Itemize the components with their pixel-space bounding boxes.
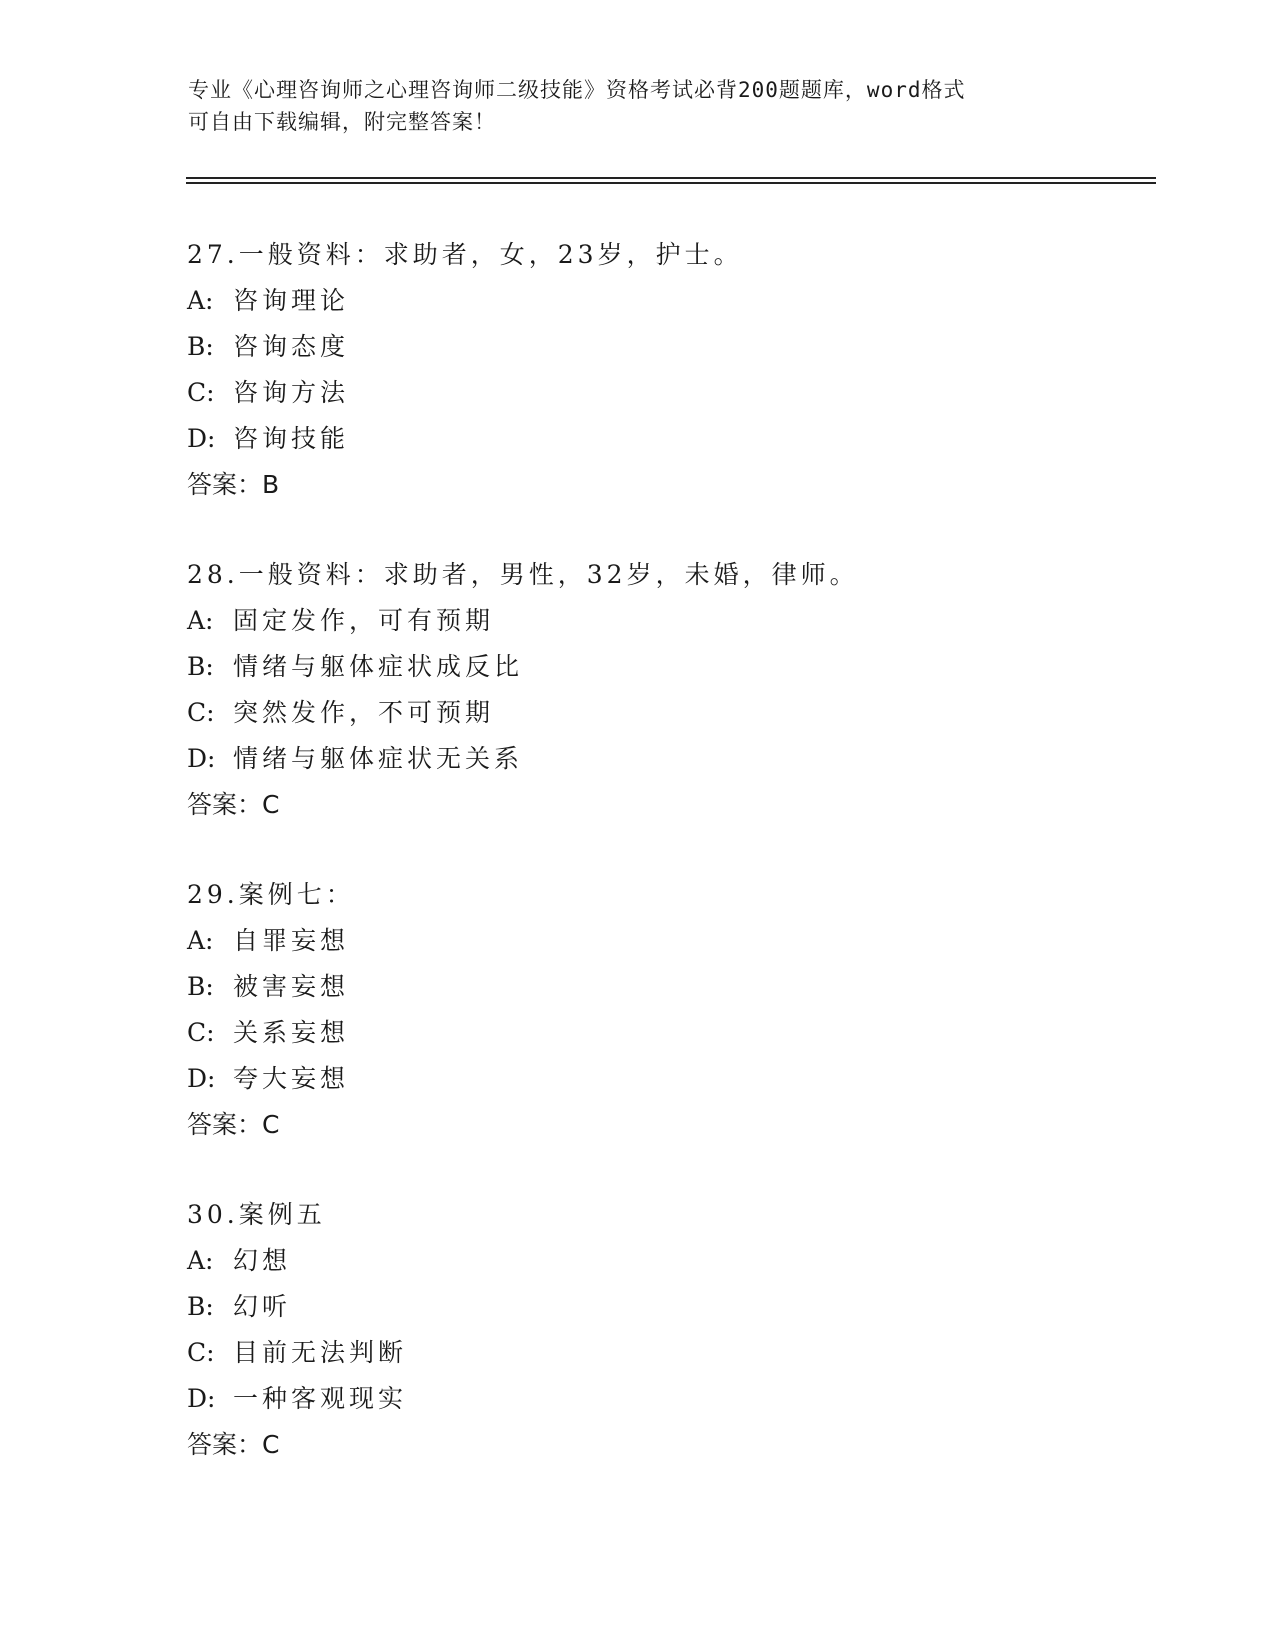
option-letter: C: [187,1018,215,1047]
option-text: 幻想 [233,1246,292,1275]
answer-line: 答案：B [187,470,280,499]
option-a [187,598,1187,644]
option-text: 咨询理论 [233,286,350,315]
question-stem: 27.一般资料：求助者，女，23岁，护士。 [187,240,743,269]
option-text: 突然发作，不可预期 [233,698,495,727]
option-letter: A: [187,606,214,635]
option-text: 被害妄想 [233,972,350,1001]
option-text: 情绪与躯体症状成反比 [233,652,524,681]
option-letter: C: [187,1338,215,1367]
option-text: 咨询态度 [233,332,350,361]
question-stem: 29.案例七： [187,880,355,909]
option-text: 咨询方法 [233,378,350,407]
option-b [187,324,1187,370]
option-c [187,1010,1187,1056]
answer-line: 答案：C [187,790,280,819]
option-text: 固定发作，可有预期 [233,606,495,635]
option-letter: B: [187,332,214,361]
option-text: 一种客观现实 [233,1384,408,1413]
option-letter: C: [187,698,215,727]
option-a [187,918,1187,964]
option-b [187,964,1187,1010]
header-divider-bottom [186,182,1156,184]
option-c [187,690,1187,736]
option-d [187,1056,1187,1102]
option-text: 幻听 [233,1292,292,1321]
question-30 [187,1192,1187,1468]
answer-line: 答案：C [187,1430,280,1459]
header-line-2: 可自由下载编辑，附完整答案！ [188,110,496,134]
question-29 [187,872,1187,1148]
option-letter: A: [187,286,214,315]
option-text: 自罪妄想 [233,926,350,955]
option-letter: A: [187,1246,214,1275]
option-c [187,370,1187,416]
header-divider-top [186,177,1156,179]
option-d [187,416,1187,462]
question-stem: 30.案例五 [187,1200,326,1229]
option-text: 情绪与躯体症状无关系 [233,744,524,773]
option-letter: B: [187,652,214,681]
option-letter: D: [187,424,216,453]
option-b [187,644,1187,690]
question-stem: 28.一般资料：求助者，男性，32岁，未婚，律师。 [187,560,859,589]
option-text: 夸大妄想 [233,1064,350,1093]
option-b [187,1284,1187,1330]
question-28 [187,552,1187,828]
option-letter: C: [187,378,215,407]
option-text: 目前无法判断 [233,1338,408,1367]
option-text: 咨询技能 [233,424,350,453]
document-header [188,74,1088,138]
option-a [187,1238,1187,1284]
option-d [187,736,1187,782]
option-c [187,1330,1187,1376]
question-27 [187,232,1187,508]
option-letter: A: [187,926,214,955]
option-d [187,1376,1187,1422]
answer-line: 答案：C [187,1110,280,1139]
option-letter: B: [187,1292,214,1321]
option-letter: D: [187,1064,216,1093]
option-text: 关系妄想 [233,1018,350,1047]
option-letter: D: [187,744,216,773]
option-a [187,278,1187,324]
option-letter: B: [187,972,214,1001]
option-letter: D: [187,1384,216,1413]
header-line-1: 专业《心理咨询师之心理咨询师二级技能》资格考试必背200题题库，word格式 [188,78,966,102]
